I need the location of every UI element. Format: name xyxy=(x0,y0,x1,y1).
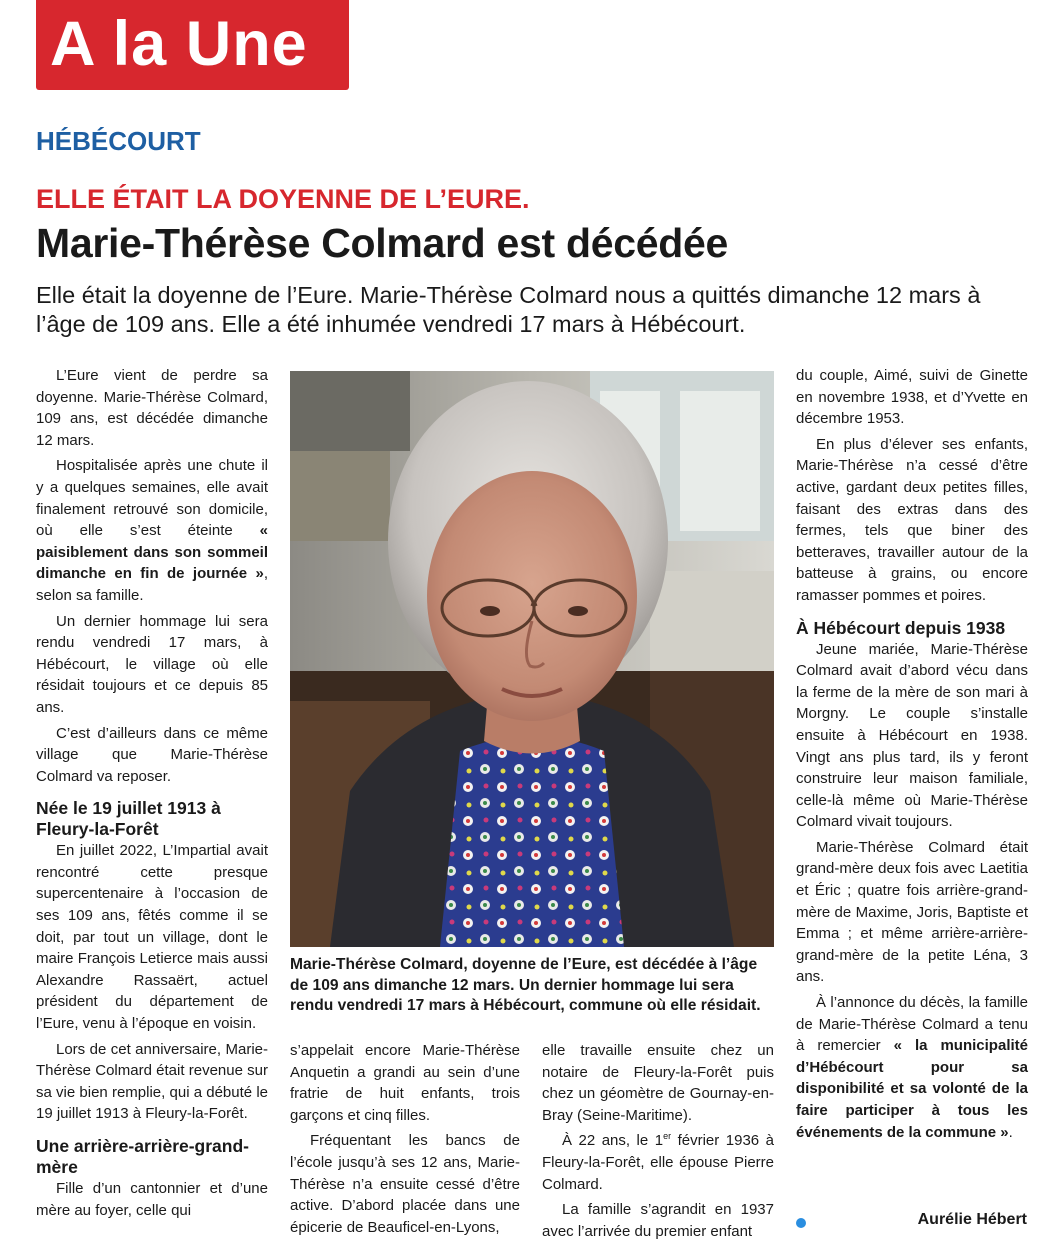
quote: « la municipalité d’Hébécourt pour sa disponibilité et sa volonté de la faire participer à tous les événements de la commune » xyxy=(796,1037,1028,1141)
portrait-photo xyxy=(290,371,774,947)
paragraph: Marie-Thérèse Colmard était grand-mère deux fois avec Laetitia et Éric ; quatre fois arrière-grand-mère de Maxime, Joris, Baptiste et Emma ; et même arrière-arrière-grand-mère de la petite Léna, 3 ans. xyxy=(796,838,1028,986)
paragraph: À 22 ans, le 1er février 1936 à Fleury-la-Forêt, elle épouse Pierre Colmard. xyxy=(542,1131,774,1193)
portrait-illustration xyxy=(290,371,774,947)
article-column-4 xyxy=(796,365,1028,1147)
article-lede: Elle était la doyenne de l’Eure. Marie-Thérèse Colmard nous a quittés dimanche 12 mars à l’âge de 109 ans. Elle a été inhumée vendredi 17 mars à Hébécourt. xyxy=(36,282,981,337)
paragraph: Lors de cet anniversaire, Marie-Thérèse Colmard était revenue sur sa vie bien remplie, qui a débuté le 19 juillet 1913 à Fleury-la-Forêt. xyxy=(36,1040,268,1123)
subheading: À Hébécourt depuis 1938 xyxy=(796,617,1006,638)
byline-bullet-icon xyxy=(796,1218,806,1228)
section-banner xyxy=(36,0,349,90)
article-column-3 xyxy=(542,1040,774,1246)
paragraph: L’Eure vient de perdre sa doyenne. Marie-Thérèse Colmard, 109 ans, est décédée dimanche 12 mars. xyxy=(36,367,268,449)
paragraph: La famille s’agrandit en 1937 avec l’arrivée du premier enfant xyxy=(542,1201,774,1240)
quote: « paisiblement dans son sommeil dimanche en fin de journée » xyxy=(36,522,268,583)
article-kicker: ELLE ÉTAIT LA DOYENNE DE L’EURE. xyxy=(36,184,530,214)
paragraph: Fréquentant les bancs de l’école jusqu’à ses 12 ans, Marie-Thérèse n’a ensuite cessé d’être active. D’abord placée dans une épicerie de Beauficel-en-Lyons, xyxy=(290,1132,520,1236)
paragraph: En juillet 2022, L’Impartial avait rencontré cette presque supercentenaire à l’occasion de ses 109 ans, fêtés comme il se doit, par tout un village, dont le maire François Letierce mais aussi Alexandre Rassaërt, actuel président du département de l’Eure, venu à l’époque en voisin. xyxy=(36,842,268,1033)
paragraph: elle travaille ensuite chez un notaire de Fleury-la-Forêt puis chez un géomètre de Gournay-en-Bray (Seine-Maritime). xyxy=(542,1042,774,1124)
paragraph: C’est d’ailleurs dans ce même village que Marie-Thérèse Colmard va reposer. xyxy=(36,724,268,785)
paragraph: Fille d’un cantonnier et d’une mère au foyer, celle qui xyxy=(36,1180,268,1219)
subheading: Une arrière-arrière-grand-mère xyxy=(36,1136,249,1177)
author-byline: Aurélie Hébert xyxy=(917,1211,1027,1228)
section-banner-label: A la Une xyxy=(50,9,308,79)
paragraph: Un dernier hommage lui sera rendu vendredi 17 mars, à Hébécourt, le village où elle résidait toujours et ce depuis 85 ans. xyxy=(36,612,268,716)
article-column-2 xyxy=(290,1040,520,1242)
paragraph: À l’annonce du décès, la famille de Marie-Thérèse Colmard a tenu à remercier « la municipalité d’Hébécourt pour sa disponibilité et sa volonté de la faire participer à tous les événements de la commune ». xyxy=(796,994,1028,1141)
paragraph: En plus d’élever ses enfants, Marie-Thérèse n’a cessé d’être active, gardant deux petites filles, faisant des extras dans des fermes, tels que biner des betteraves, travailler autour de la batteuse à grains, ou encore ramasser pommes et poires. xyxy=(796,435,1028,604)
article-headline: Marie-Thérèse Colmard est décédée xyxy=(36,220,728,266)
paragraph: Jeune mariée, Marie-Thérèse Colmard avait d’abord vécu dans la ferme de la mère de son mari à Morgny. Le couple s’installe ensuite à Hébécourt en 1938. Vingt ans plus tard, ils y feront construire leur maison familiale, celle-là même où Marie-Thérèse Colmard vivait toujours. xyxy=(796,640,1028,831)
photo-caption: Marie-Thérèse Colmard, doyenne de l’Eure, est décédée à l’âge de 109 ans dimanche 12 mars. Un dernier hommage lui sera rendu vendredi 17 mars à Hébécourt, commune où elle résidait. xyxy=(290,956,761,1014)
location-label: HÉBÉCOURT xyxy=(36,126,201,156)
paragraph: du couple, Aimé, suivi de Ginette en novembre 1938, et d’Yvette en décembre 1953. xyxy=(796,367,1028,428)
article-column-1 xyxy=(36,365,268,1225)
paragraph: s’appelait encore Marie-Thérèse Anquetin a grandi au sein d’une fratrie de huit enfants, trois garçons et cinq filles. xyxy=(290,1042,520,1124)
paragraph: Hospitalisée après une chute il y a quelques semaines, elle avait finalement retrouvé son domicile, où elle s’est éteinte « paisiblement dans son sommeil dimanche en fin de journée », selon sa famille. xyxy=(36,457,268,604)
subheading: Née le 19 juillet 1913 à Fleury-la-Forêt xyxy=(36,798,221,840)
